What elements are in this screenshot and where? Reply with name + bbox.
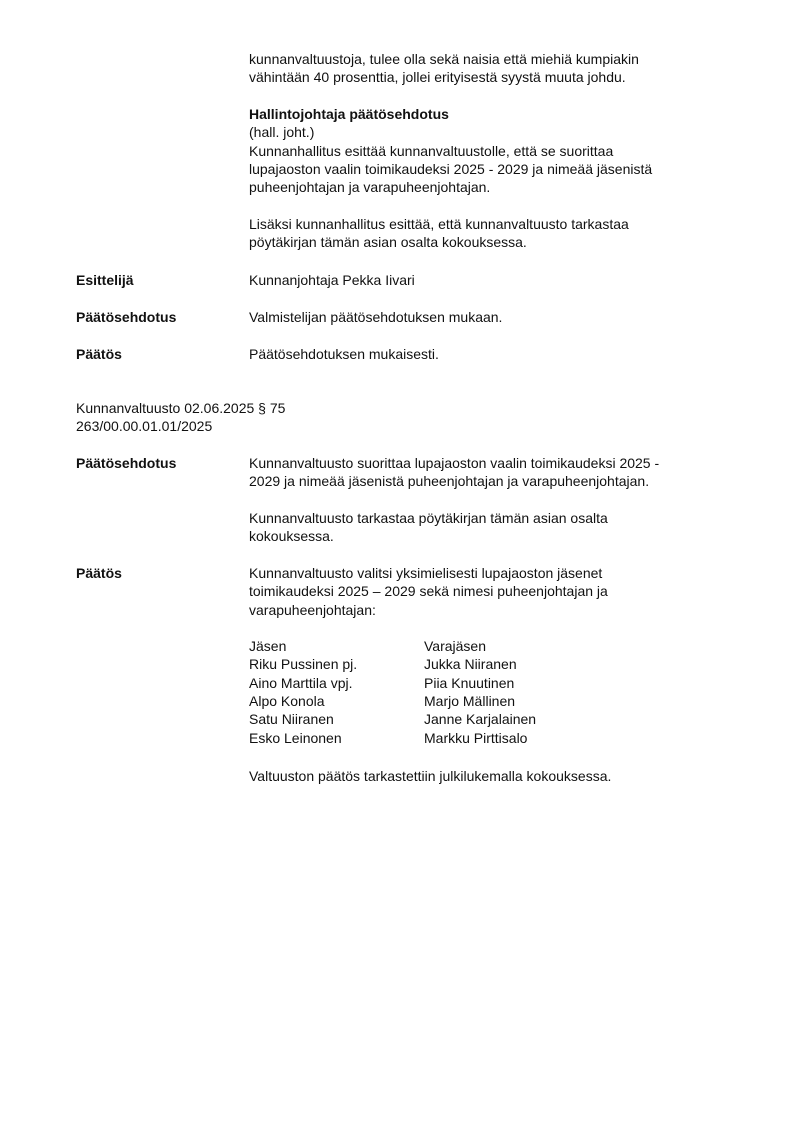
- deputy-name: Janne Karjalainen: [424, 711, 537, 728]
- meeting-line: 263/00.00.01.01/2025: [76, 418, 213, 435]
- decision-value: Päätösehdotuksen mukaisesti.: [249, 346, 439, 362]
- council-proposal-line: Kunnanvaltuusto tarkastaa pöytäkirjan tämän asian osalta: [249, 510, 608, 526]
- table-row: [0, 710, 794, 728]
- proposal-value: Valmistelijan päätösehdotuksen mukaan.: [249, 309, 503, 325]
- meeting-reference: [76, 399, 726, 436]
- meeting-line: Kunnanvaltuusto 02.06.2025 § 75: [76, 400, 286, 416]
- intro-paragraph: [249, 50, 749, 87]
- presenter-value: Kunnanjohtaja Pekka Iivari: [249, 272, 415, 288]
- council-proposal-addendum: [249, 509, 749, 546]
- proposal-line: pöytäkirjan tämän asian osalta kokouksessa.: [249, 234, 527, 251]
- deputy-name: Jukka Niiranen: [424, 656, 517, 673]
- proposal-label: Päätösehdotus: [76, 309, 177, 325]
- member-name: Alpo Konola: [249, 692, 325, 709]
- proposal-line: puheenjohtajan ja varapuheenjohtajan.: [249, 179, 491, 196]
- intro-line: vähintään 40 prosenttia, jollei erityisestä syystä muuta johdu.: [249, 69, 626, 86]
- council-proposal-line: kokouksessa.: [249, 528, 334, 545]
- council-proposal: [249, 454, 749, 491]
- council-decision-line: Kunnanvaltuusto valitsi yksimielisesti lupajaoston jäsenet: [249, 565, 603, 581]
- member-name: Satu Niiranen: [249, 711, 334, 728]
- member-name: Esko Leinonen: [249, 729, 342, 746]
- council-decision-label: Päätös: [76, 565, 122, 581]
- proposal-heading: Hallintojohtaja päätösehdotus: [249, 106, 449, 122]
- deputy-name: Piia Knuutinen: [424, 674, 515, 691]
- council-decision: [249, 564, 749, 619]
- proposal-line: lupajaoston vaalin toimikaudeksi 2025 - 2029 ja nimeää jäsenistä: [249, 160, 653, 177]
- director-proposal-addendum: [249, 215, 749, 252]
- deputy-name: Markku Pirttisalo: [424, 729, 528, 746]
- table-row: [0, 729, 794, 747]
- director-proposal: [249, 105, 749, 196]
- presenter-label: Esittelijä: [76, 272, 134, 288]
- proposal-line: Kunnanhallitus esittää kunnanvaltuustolle, että se suorittaa: [249, 142, 614, 159]
- council-proposal-line: Kunnanvaltuusto suorittaa lupajaoston vaalin toimikaudeksi 2025 -: [249, 455, 660, 471]
- decision-label: Päätös: [76, 346, 122, 362]
- table-row: [0, 692, 794, 710]
- council-decision-line: toimikaudeksi 2025 – 2029 sekä nimesi puheenjohtajan ja: [249, 583, 608, 600]
- council-proposal-label: Päätösehdotus: [76, 455, 177, 471]
- intro-line: kunnanvaltuustoja, tulee olla sekä naisia että miehiä kumpiakin: [249, 51, 639, 67]
- members-table: [0, 637, 794, 752]
- council-decision-line: varapuheenjohtajan:: [249, 601, 376, 618]
- members-table-header: [0, 637, 794, 655]
- table-row: [0, 674, 794, 692]
- deputy-column-header: Varajäsen: [424, 638, 487, 654]
- council-proposal-line: 2029 ja nimeää jäsenistä puheenjohtajan ja varapuheenjohtajan.: [249, 473, 650, 490]
- member-name: Riku Pussinen pj.: [249, 656, 358, 673]
- proposal-author: (hall. joht.): [249, 124, 315, 141]
- deputy-name: Marjo Mällinen: [424, 692, 516, 709]
- member-name: Aino Marttila vpj.: [249, 674, 353, 691]
- proposal-line: Lisäksi kunnanhallitus esittää, että kunnanvaltuusto tarkastaa: [249, 216, 629, 232]
- member-column-header: Jäsen: [249, 638, 287, 654]
- table-row: [0, 655, 794, 673]
- closing-statement: Valtuuston päätös tarkastettiin julkilukemalla kokouksessa.: [249, 768, 612, 784]
